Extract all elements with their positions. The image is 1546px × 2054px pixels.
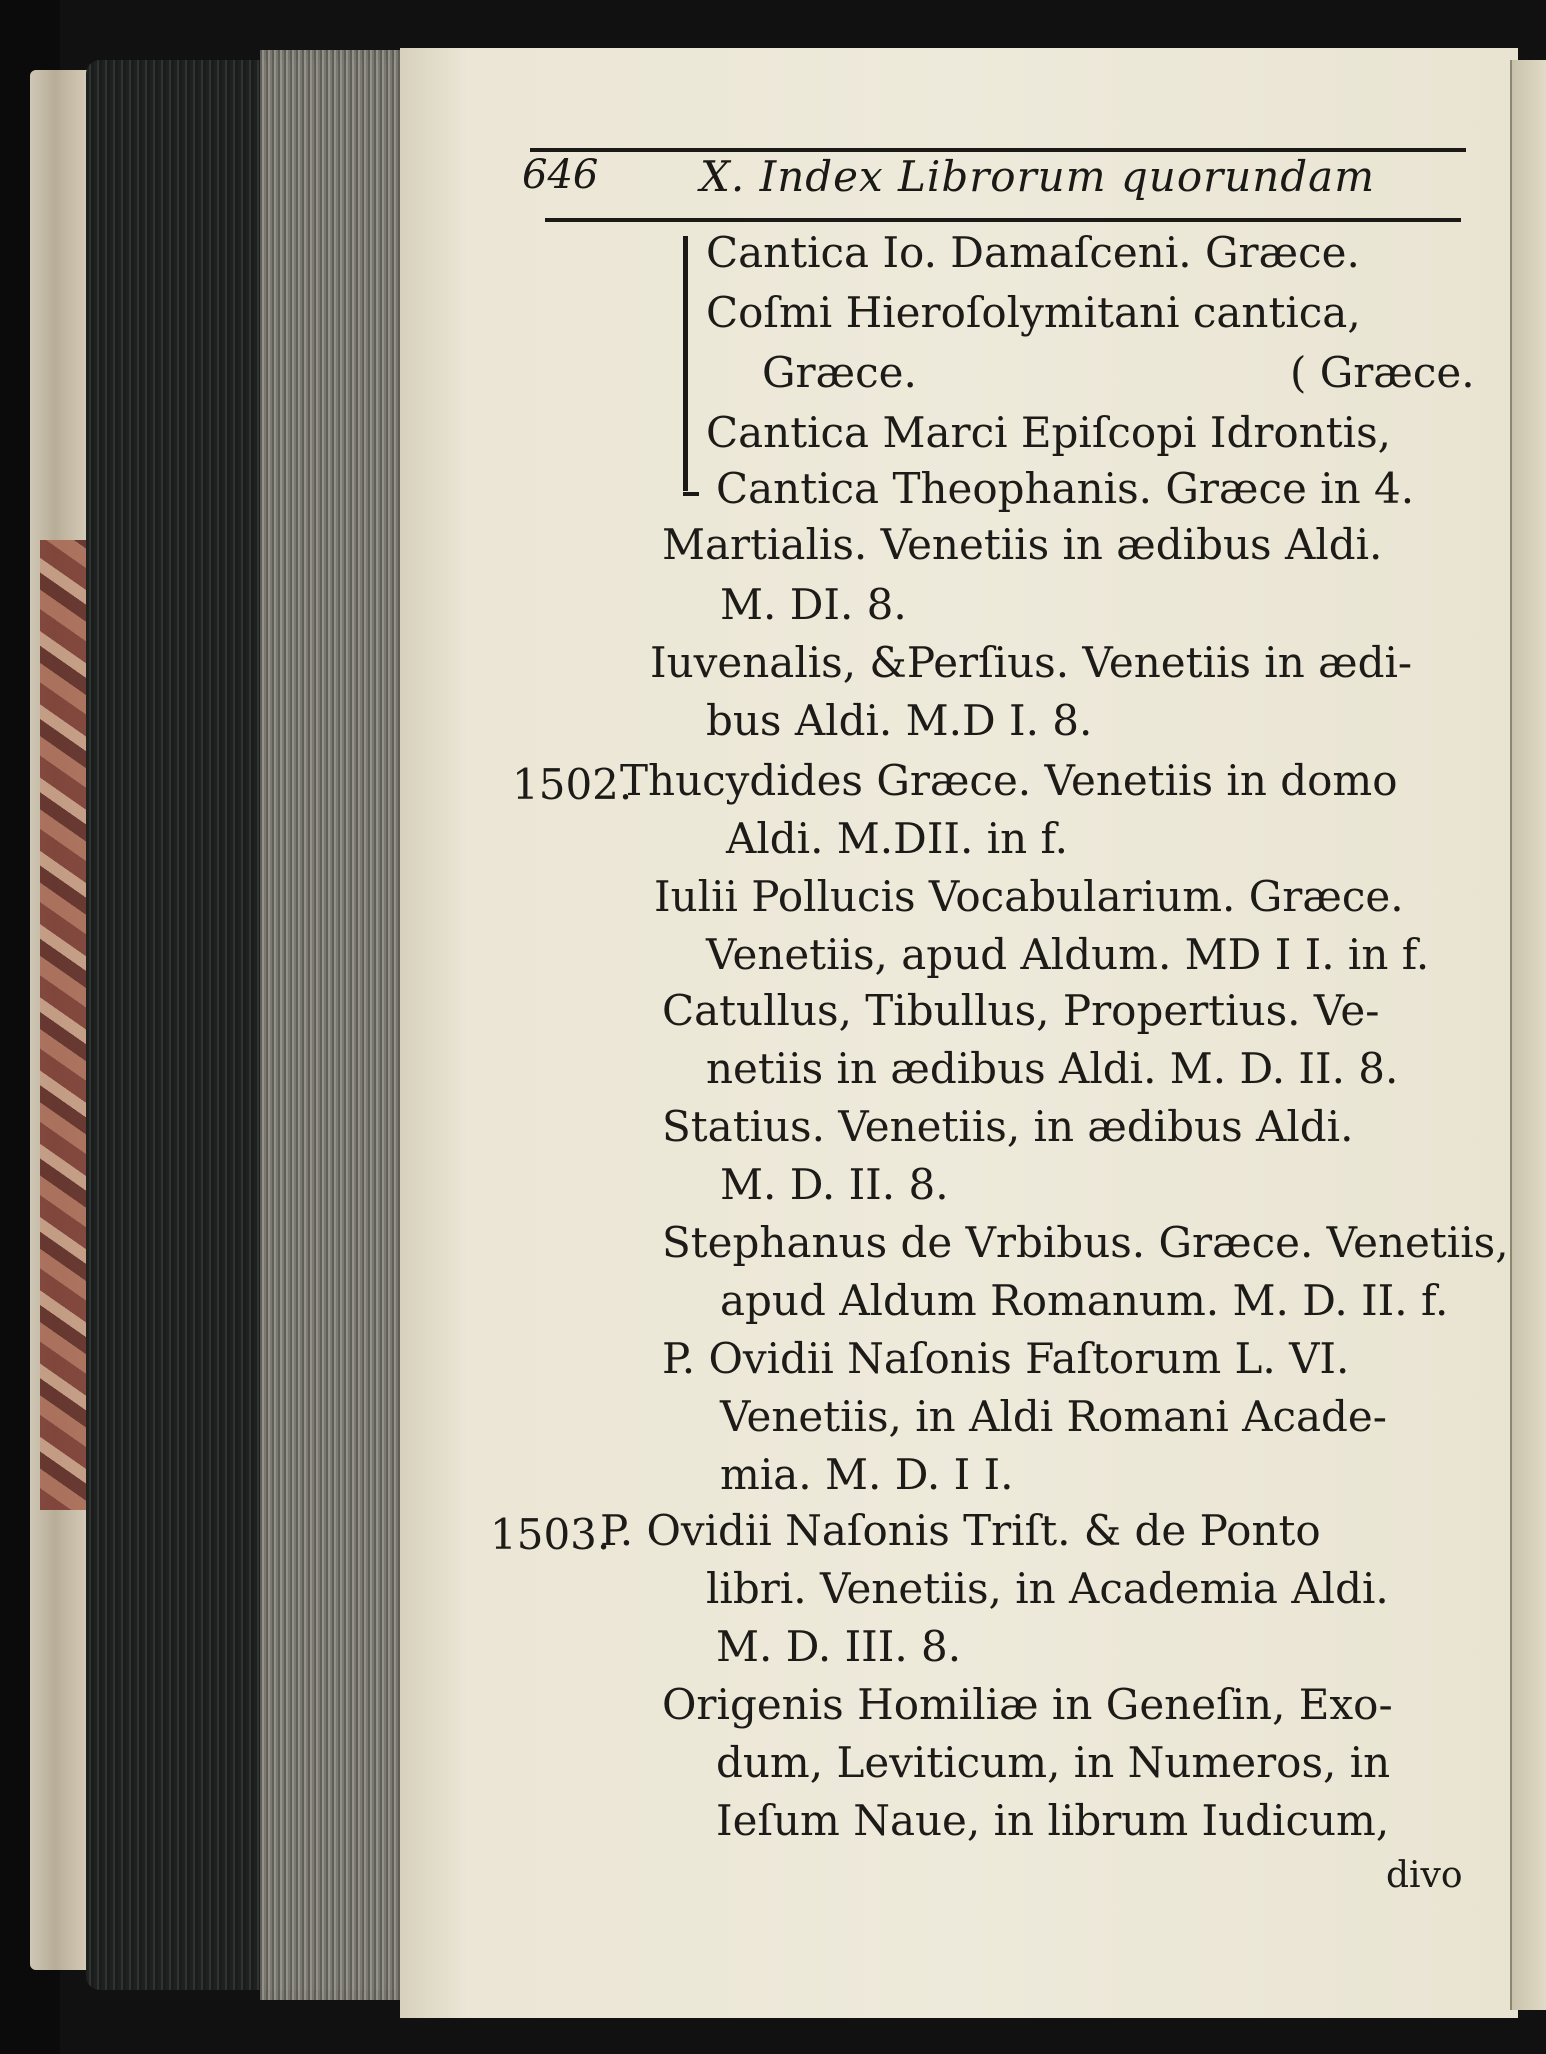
entry-line: Stephanus de Vrbibus. Græce. Venetiis, bbox=[662, 1218, 1509, 1267]
brace-entry: Cantica Theophanis. Græce in 4. bbox=[716, 464, 1415, 513]
page-edges-light bbox=[260, 50, 410, 2000]
entry-line: Martialis. Venetiis in ædibus Aldi. bbox=[662, 520, 1383, 569]
header-rule-bottom bbox=[545, 218, 1461, 222]
grouping-brace bbox=[683, 236, 696, 491]
entry-line: Aldi. M.DII. in f. bbox=[726, 814, 1068, 863]
entry-line: libri. Venetiis, in Academia Aldi. bbox=[706, 1564, 1389, 1613]
entry-line: Iulii Pollucis Vocabularium. Græce. bbox=[654, 872, 1404, 921]
brace-entry: Cantica Io. Damaſceni. Græce. bbox=[706, 228, 1360, 277]
grouping-brace-foot bbox=[683, 478, 699, 496]
entry-line: bus Aldi. M.D I. 8. bbox=[706, 696, 1093, 745]
marbled-edge bbox=[40, 540, 90, 1510]
entry-line: netiis in ædibus Aldi. M. D. II. 8. bbox=[706, 1044, 1399, 1093]
brace-entry: ( Græce. bbox=[1290, 348, 1475, 397]
entry-line: P. Ovidii Naſonis Triſt. & de Ponto bbox=[600, 1506, 1321, 1555]
catchword: divo bbox=[1386, 1855, 1463, 1896]
brace-entry: Græce. bbox=[762, 348, 917, 397]
year-marker: 1503. bbox=[490, 1510, 611, 1559]
entry-line: dum, Leviticum, in Numeros, in bbox=[716, 1738, 1391, 1787]
entry-line: M. D. II. 8. bbox=[720, 1160, 949, 1209]
entry-line: Origenis Homiliæ in Geneſin, Exo- bbox=[662, 1680, 1393, 1729]
year-marker: 1502. bbox=[512, 760, 633, 809]
entry-line: Venetiis, in Aldi Romani Acade- bbox=[720, 1392, 1387, 1441]
brace-entry: Coſmi Hieroſolymitani cantica, bbox=[706, 288, 1361, 337]
entry-line: M. D. III. 8. bbox=[716, 1622, 962, 1671]
entry-line: Thucydides Græce. Venetiis in domo bbox=[620, 756, 1398, 805]
entry-line: mia. M. D. I I. bbox=[720, 1450, 1014, 1499]
brace-entry: Cantica Marci Epiſcopi Idrontis, bbox=[706, 408, 1391, 457]
entry-line: Statius. Venetiis, in ædibus Aldi. bbox=[662, 1102, 1354, 1151]
entry-line: apud Aldum Romanum. M. D. II. f. bbox=[720, 1276, 1449, 1325]
entry-line: Catullus, Tibullus, Propertius. Ve- bbox=[662, 986, 1380, 1035]
entry-line: Ieſum Naue, in librum Iudicum, bbox=[716, 1796, 1390, 1845]
entry-line: Venetiis, apud Aldum. MD I I. in f. bbox=[706, 930, 1430, 979]
entry-line: Iuvenalis, &Perſius. Venetiis in ædi- bbox=[650, 638, 1413, 687]
entry-line: M. DI. 8. bbox=[720, 580, 907, 629]
running-title: X. Index Librorum quorundam bbox=[700, 152, 1376, 201]
entry-line: P. Ovidii Naſonis Faſtorum L. VI. bbox=[662, 1334, 1350, 1383]
facing-page-edge bbox=[1510, 60, 1546, 2010]
page-number: 646 bbox=[522, 152, 599, 198]
